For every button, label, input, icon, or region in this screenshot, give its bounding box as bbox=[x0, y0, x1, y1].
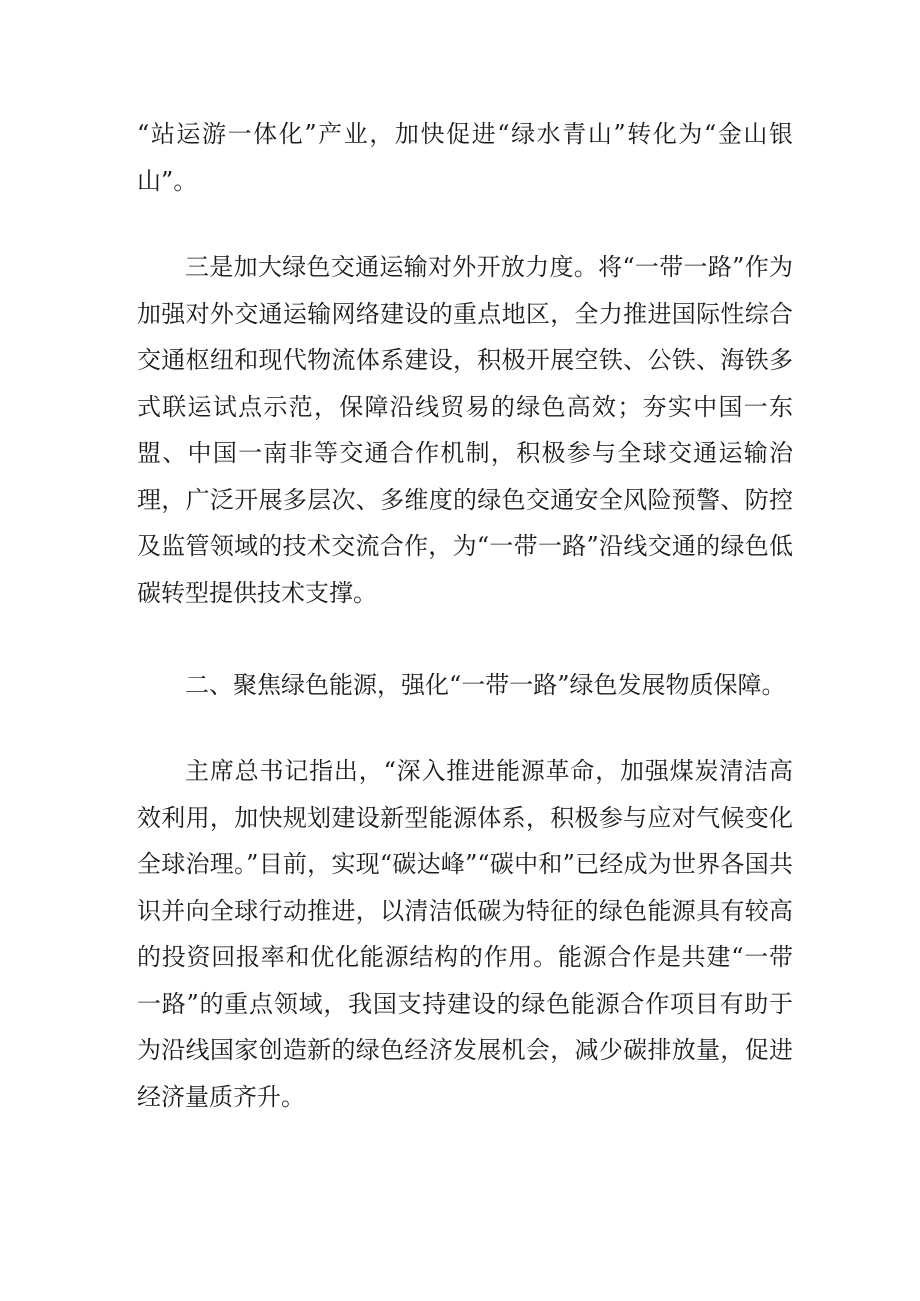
paragraph-transport-opening: 三是加大绿色交通运输对外开放力度。将“一带一路”作为加强对外交通运输网络建设的重点地区，全力推进国际性综合交通枢纽和现代物流体系建设，积极开展空铁、公铁、海铁多式联运试点示范，保障沿线贸易的绿色高效；夯实中国一东盟、中国一南非等交通合作机制，积极参与全球交通运输治理，广泛开展多层次、多维度的绿色交通安全风险预警、防控及监管领域的技术交流合作，为“一带一路”沿线交通的绿色低碳转型提供技术支撑。 bbox=[137, 253, 793, 607]
section-heading-green-energy: 二、聚焦绿色能源，强化“一带一路”绿色发展物质保障。 bbox=[185, 671, 786, 699]
paragraph-continuation: “站运游一体化”产业，加快促进“绿水青山”转化为“金山银山”。 bbox=[137, 120, 793, 195]
paragraph-energy-cooperation: 主席总书记指出，“深入推进能源革命，加强煤炭清洁高效利用，加快规划建设新型能源体系，积极参与应对气候变化全球治理。”目前，实现“碳达峰”“碳中和”已经成为世界各国共识并向全球行动推进，以清洁低碳为特征的绿色能源具有较高的投资回报率和优化能源结构的作用。能源合作是共建“一带一路”的重点领域，我国支持建设的绿色能源合作项目有助于为沿线国家创造新的绿色经济发展机会，减少碳排放量，促进经济量质齐升。 bbox=[137, 757, 793, 1111]
